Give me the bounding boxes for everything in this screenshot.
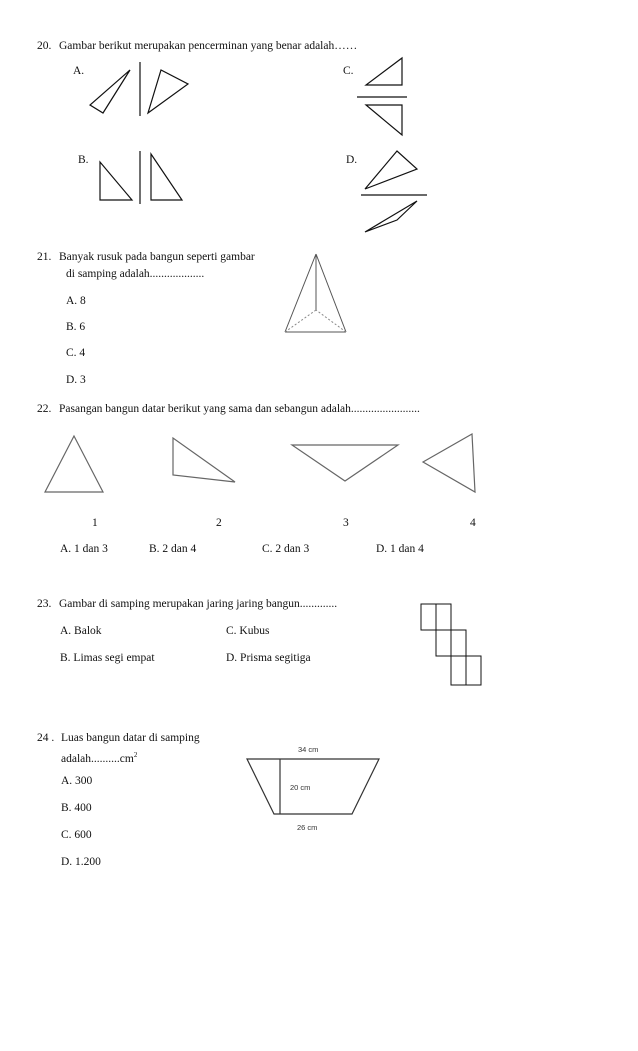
q20-figure-b (95, 148, 195, 208)
q24-option-b: B. 400 (61, 802, 92, 814)
q24-question-text: adalah..........cm (61, 752, 134, 765)
q22-figure-number-2: 2 (216, 517, 222, 529)
q24-label-bottom: 26 cm (297, 823, 318, 832)
q22-question: Pasangan bangun datar berikut yang sama dan sebangun adalah........................ (59, 403, 420, 415)
q22-shapes-figure (40, 430, 490, 500)
q20-figure-c (352, 55, 412, 140)
q23-number: 23. (37, 598, 52, 610)
q24-option-c: C. 600 (61, 829, 92, 841)
q22-option-d: D. 1 dan 4 (376, 543, 424, 555)
q24-unit-superscript: 2 (133, 751, 138, 759)
q23-net-figure (418, 600, 484, 690)
q24-label-top: 34 cm (298, 745, 319, 754)
q24-option-a: A. 300 (61, 775, 93, 787)
q24-label-height: 20 cm (290, 783, 311, 792)
q22-option-a: A. 1 dan 3 (60, 543, 108, 555)
q20-option-d-label: D. (346, 154, 358, 166)
q21-option-a: A. 8 (66, 295, 86, 307)
q20-figure-d (355, 144, 435, 239)
q23-option-b: B. Limas segi empat (60, 652, 155, 664)
q23-option-d: D. Prisma segitiga (226, 652, 311, 664)
q23-question: Gambar di samping merupakan jaring jaring bangun............. (59, 598, 338, 610)
q22-option-b: B. 2 dan 4 (149, 543, 197, 555)
q23-option-c: C. Kubus (226, 625, 270, 637)
q24-question-line1: Luas bangun datar di samping (61, 732, 200, 744)
q20-option-a-label: A. (73, 65, 85, 77)
q22-option-c: C. 2 dan 3 (262, 543, 310, 555)
q20-question: Gambar berikut merupakan pencerminan yang benar adalah…… (59, 40, 358, 52)
q22-number: 22. (37, 403, 52, 415)
q24-option-d: D. 1.200 (61, 856, 101, 868)
q24-trapezoid-figure (244, 756, 384, 818)
q21-option-d: D. 3 (66, 374, 86, 386)
q21-question-line1: Banyak rusuk pada bangun seperti gambar (59, 251, 255, 263)
q21-option-b: B. 6 (66, 321, 86, 333)
q24-question-line2 (61, 748, 137, 766)
q20-option-c-label: C. (343, 65, 354, 77)
q22-figure-number-4: 4 (470, 517, 476, 529)
q22-figure-number-3: 3 (343, 517, 349, 529)
q23-option-a: A. Balok (60, 625, 102, 637)
q20-number: 20. (37, 40, 52, 52)
q20-figure-a (85, 60, 195, 120)
q20-option-b-label: B. (78, 154, 89, 166)
q21-question-line2: di samping adalah................... (66, 268, 205, 280)
q21-number: 21. (37, 251, 52, 263)
q22-figure-number-1: 1 (92, 517, 98, 529)
q21-pyramid-figure (280, 250, 355, 340)
q24-number: 24 . (37, 732, 55, 744)
q21-option-c: C. 4 (66, 347, 86, 359)
